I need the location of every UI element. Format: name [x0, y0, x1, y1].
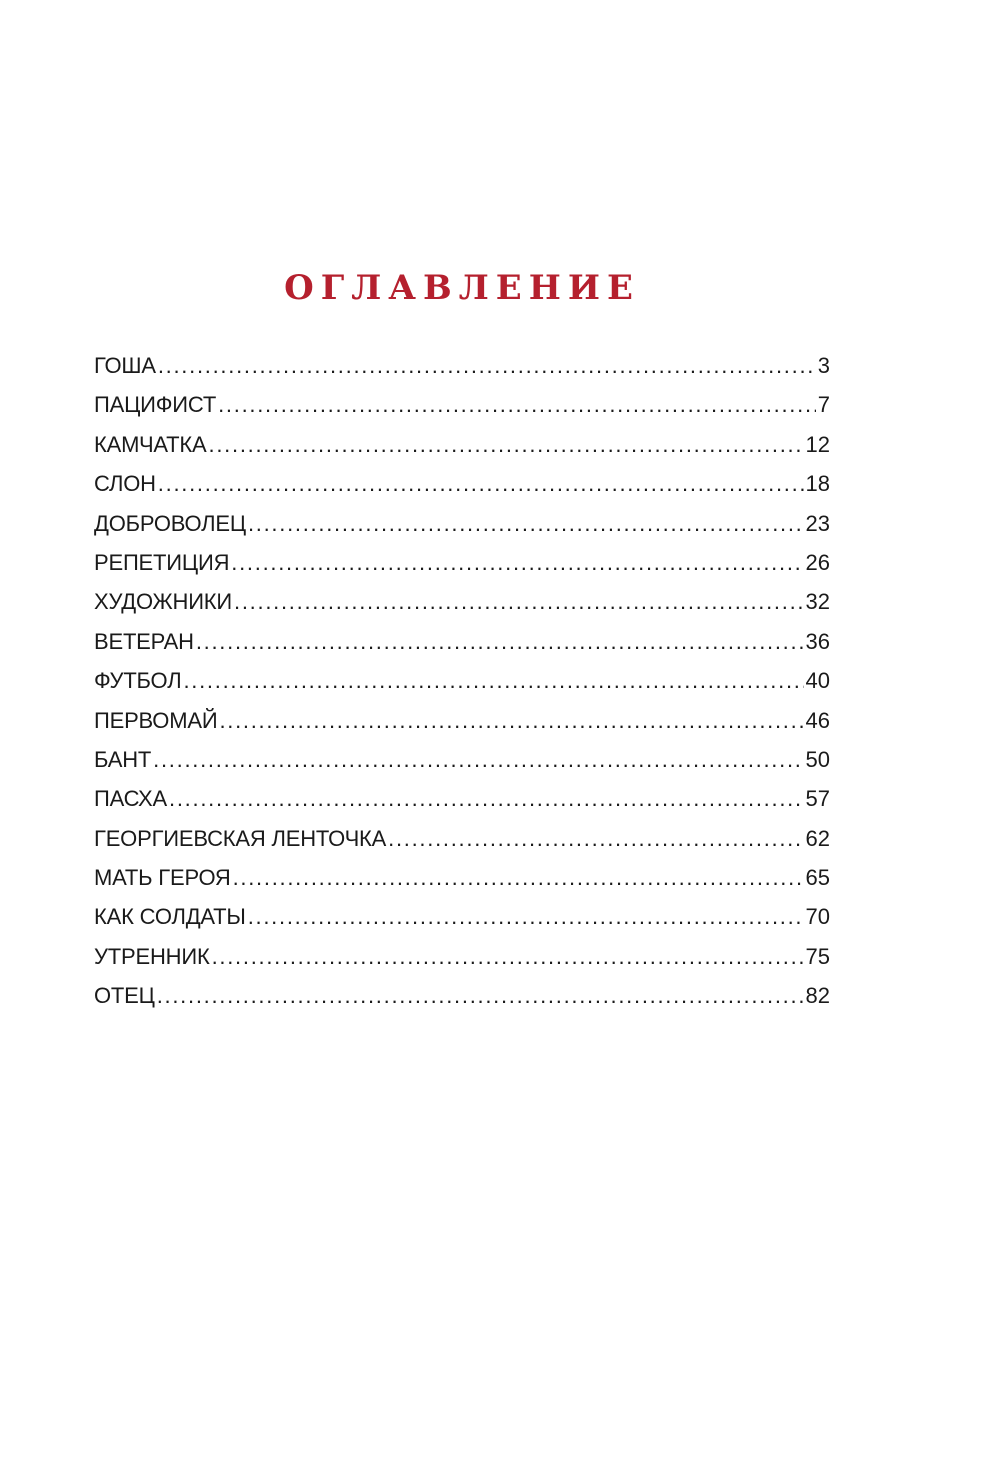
toc-leader-dots	[231, 550, 803, 576]
toc-entry[interactable]	[94, 983, 830, 1022]
toc-leader-dots	[388, 826, 803, 852]
toc-entry[interactable]	[94, 511, 830, 550]
toc-leader-dots	[233, 865, 804, 891]
toc-entry[interactable]	[94, 471, 830, 510]
toc-entry-title: КАМЧАТКА	[94, 431, 207, 457]
toc-entry[interactable]	[94, 747, 830, 786]
toc-page-number: 75	[805, 943, 830, 969]
toc-page-number: 18	[805, 471, 830, 497]
toc-entry-title: СЛОН	[94, 471, 156, 497]
toc-leader-dots	[234, 589, 803, 615]
toc-page-number: 82	[805, 983, 830, 1009]
toc-entry-title: ФУТБОЛ	[94, 668, 182, 694]
table-of-contents	[94, 353, 830, 1023]
toc-leader-dots	[248, 511, 804, 537]
toc-entry-title: ПЕРВОМАЙ	[94, 707, 218, 733]
toc-entry[interactable]	[94, 550, 830, 589]
toc-page-number: 46	[805, 707, 830, 733]
toc-leader-dots	[153, 747, 803, 773]
toc-leader-dots	[169, 786, 804, 812]
toc-page-number: 40	[805, 668, 830, 694]
toc-entry-title: ГОША	[94, 353, 156, 378]
toc-page-number: 70	[805, 904, 830, 930]
toc-page-number: 32	[805, 589, 830, 615]
toc-entry[interactable]	[94, 353, 830, 392]
page-title: ОГЛАВЛЕНИЕ	[284, 268, 640, 308]
toc-page-number: 36	[805, 628, 830, 654]
toc-entry[interactable]	[94, 944, 830, 983]
toc-entry-title: УТРЕННИК	[94, 943, 210, 969]
toc-entry[interactable]	[94, 392, 830, 431]
toc-page-number: 23	[805, 510, 830, 536]
toc-entry-title: ГЕОРГИЕВСКАЯ ЛЕНТОЧКА	[94, 825, 387, 851]
toc-entry[interactable]	[94, 589, 830, 628]
toc-entry-title: ОТЕЦ	[94, 983, 155, 1009]
toc-leader-dots	[158, 353, 816, 379]
toc-entry-title: ПАЦИФИСТ	[94, 392, 217, 418]
toc-leader-dots	[248, 904, 804, 930]
toc-leader-dots	[212, 944, 804, 970]
toc-page-number: 7	[817, 392, 830, 418]
toc-entry-title: БАНТ	[94, 746, 152, 772]
toc-leader-dots	[158, 471, 804, 497]
toc-leader-dots	[209, 432, 804, 458]
toc-leader-dots	[219, 708, 803, 734]
toc-entry-title: ПАСХА	[94, 786, 168, 812]
toc-entry[interactable]	[94, 668, 830, 707]
toc-entry-title: ДОБРОВОЛЕЦ	[94, 510, 246, 536]
toc-entry-title: МАТЬ ГЕРОЯ	[94, 865, 231, 891]
toc-page-number: 50	[805, 746, 830, 772]
toc-entry[interactable]	[94, 826, 830, 865]
toc-page-number: 3	[817, 353, 830, 378]
toc-page-number: 65	[805, 865, 830, 891]
toc-entry[interactable]	[94, 786, 830, 825]
toc-leader-dots	[183, 668, 803, 694]
toc-entry-title: ВЕТЕРАН	[94, 628, 194, 654]
toc-leader-dots	[157, 983, 804, 1009]
toc-entry-title: РЕПЕТИЦИЯ	[94, 549, 230, 575]
toc-leader-dots	[196, 629, 804, 655]
toc-leader-dots	[218, 392, 816, 418]
toc-page-number: 26	[805, 549, 830, 575]
toc-entry[interactable]	[94, 708, 830, 747]
toc-page-number: 57	[805, 786, 830, 812]
toc-entry[interactable]	[94, 865, 830, 904]
toc-entry[interactable]	[94, 629, 830, 668]
toc-entry[interactable]	[94, 432, 830, 471]
toc-page-number: 62	[805, 825, 830, 851]
toc-entry-title: КАК СОЛДАТЫ	[94, 904, 246, 930]
toc-entry[interactable]	[94, 904, 830, 943]
toc-entry-title: ХУДОЖНИКИ	[94, 589, 233, 615]
toc-page-number: 12	[805, 431, 830, 457]
